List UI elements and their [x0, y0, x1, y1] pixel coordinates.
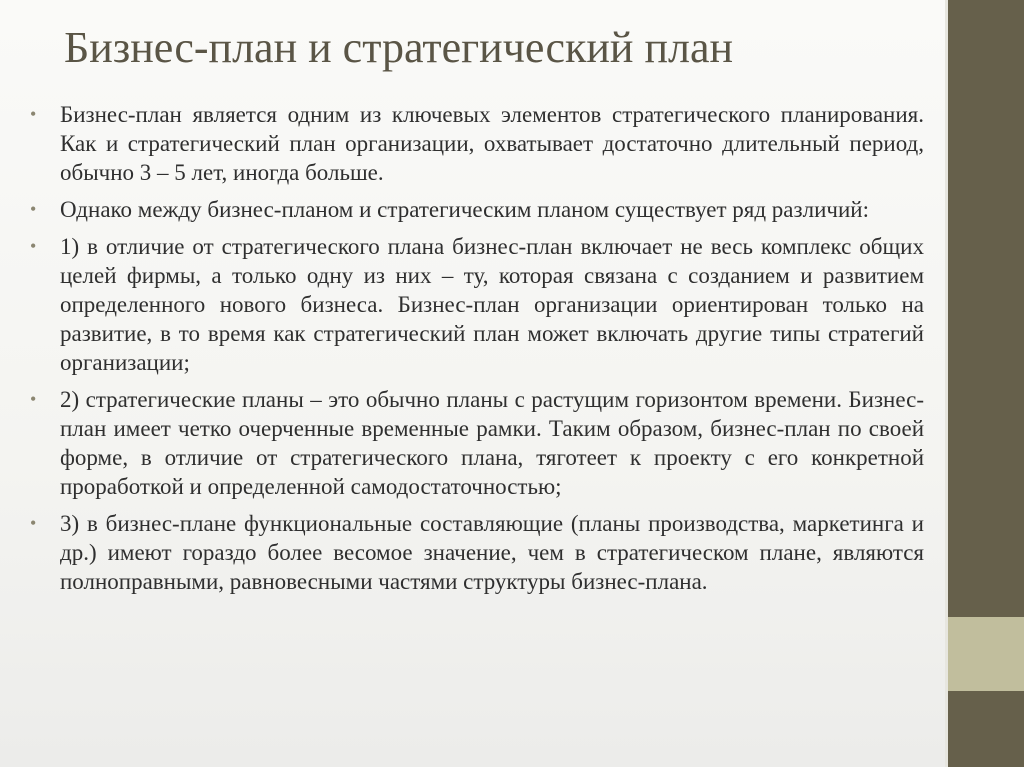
bullet-text-1: Бизнес-план является одним из ключевых элементов стратегического планирования. Как и стратегический план организации, охватывает достаточно длительный период, обычно 3 – 5 лет, иногда больше.: [60, 102, 924, 185]
bullet-item-2: [30, 195, 924, 224]
bullet-icon: •: [30, 513, 37, 533]
bullet-item-5: [30, 509, 924, 596]
bullet-item-1: [30, 100, 924, 187]
bullet-item-3: [30, 232, 924, 377]
sidebar-accent-block: [948, 617, 1024, 691]
bullet-text-2: Однако между бизнес-планом и стратегическим планом существует ряд различий:: [60, 197, 869, 222]
bullet-text-4: 2) стратегические планы – это обычно планы с растущим горизонтом времени. Бизнес-план имеет четко очерченные временные рамки. Таким образом, бизнес-план по своей форме, в отличие от стратегического плана, тяготеет к проекту с его конкретной проработкой и определенной самодостаточностью;: [60, 387, 924, 499]
bullet-icon: •: [30, 199, 37, 219]
bullet-text-5: 3) в бизнес-плане функциональные составляющие (планы производства, маркетинга и др.) имеют гораздо более весомое значение, чем в стратегическом плане, являются полноправными, равновесными частями структуры бизнес-плана.: [60, 511, 924, 594]
slide-title: Бизнес-план и стратегический план: [64, 23, 734, 72]
bullet-text-3: 1) в отличие от стратегического плана бизнес-план включает не весь комплекс общих целей фирмы, а только одну из них – ту, которая связана с созданием и развитием определенного нового бизнеса. Бизнес-план организации ориентирован только на развитие, в то время как стратегический план может включать другие типы стратегий организации;: [60, 234, 924, 375]
bullet-item-4: [30, 385, 924, 501]
bullet-icon: •: [30, 236, 37, 256]
bullet-icon: •: [30, 104, 37, 124]
bullet-icon: •: [30, 389, 37, 409]
bullet-list: [30, 100, 924, 604]
